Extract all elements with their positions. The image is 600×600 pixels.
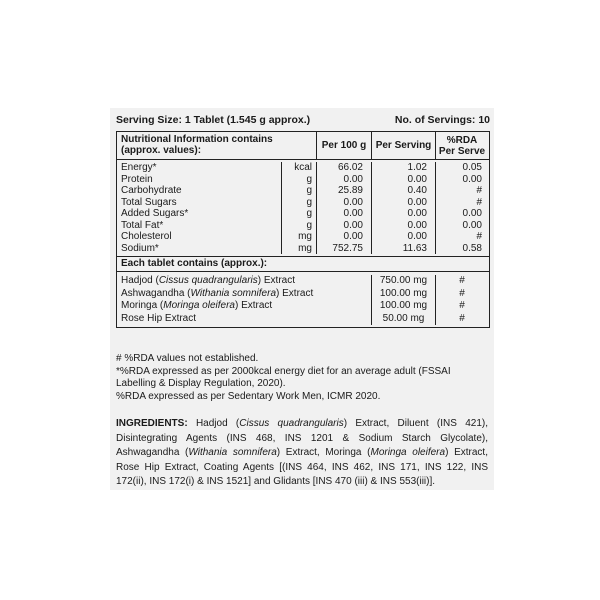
table-row [117, 313, 489, 326]
footnote: %RDA expressed as per Sedentary Work Men, ICMR 2020. [116, 390, 381, 402]
nutrient-per100: 0.00 [317, 197, 372, 209]
table-row [117, 197, 489, 209]
table-header [117, 132, 489, 160]
table-row [117, 300, 489, 313]
nutrient-name: Total Sugars [117, 197, 282, 209]
ingredients-text [116, 417, 488, 490]
extract-name-suffix: ) Extract [276, 287, 314, 299]
ingredients-part: Hadjod ( [187, 418, 240, 429]
nutrient-serving: 0.00 [372, 197, 436, 209]
extract-rda: # [459, 312, 465, 324]
nutrient-per100: 25.89 [317, 185, 372, 197]
extract-amount: 50.00 mg [372, 313, 436, 326]
nutrient-serving: 11.63 [372, 243, 436, 255]
nutrient-unit: g [282, 185, 317, 197]
header-info [117, 132, 317, 159]
nutrition-table [116, 131, 490, 328]
extract-name [117, 275, 372, 288]
footnote: *%RDA expressed as per 2000kcal energy diet for an average adult (FSSAI Labelling & Display Regulation, 2020). [116, 365, 451, 389]
extract-name [117, 288, 372, 301]
ingredients-part: ) Extract, Rose Hip Extract, Coating Agents [(INS 464, INS 462, INS 171, INS 122, INS 172(ii), INS 172(i) & INS 1521] and Glidants [INS 470 (iii) & INS 553(iii)]. [116, 447, 488, 487]
extract-name-text: Ashwagandha ( [121, 287, 191, 299]
nutrient-serving: 0.00 [372, 208, 436, 220]
nutrient-unit: g [282, 174, 317, 186]
extract-latin-name: Withania somnifera [190, 287, 277, 299]
extract-rda: # [459, 287, 465, 299]
footnote: # %RDA values not established. [116, 353, 259, 364]
extract-name [117, 313, 372, 326]
nutrient-per100: 0.00 [317, 174, 372, 186]
ingredients-latin: Moringa oleifera [370, 447, 446, 458]
nutrient-unit: kcal [282, 162, 317, 174]
extract-amount: 100.00 mg [372, 300, 436, 313]
ingredients-part: ) Extract, Diluent (INS 421), Disintegrating Agents (INS 468, INS 1201 & Sodium Starch Glycolate), Ashwagandha ( [116, 418, 488, 458]
extract-rda: # [459, 275, 465, 286]
table-row [117, 231, 489, 243]
header-per100: Per 100 g [317, 132, 372, 159]
extract-amount: 100.00 mg [372, 288, 436, 301]
nutrient-unit: mg [282, 231, 317, 243]
nutrient-unit: g [282, 208, 317, 220]
extract-amount: 750.00 mg [372, 275, 436, 288]
nutrient-serving: 0.00 [372, 220, 436, 232]
table-row [117, 220, 489, 232]
tablet-contents-heading: Each tablet contains (approx.): [117, 257, 489, 272]
nutrient-rda: # [476, 231, 482, 242]
nutrient-name: Carbohydrate [117, 185, 282, 197]
extract-name [117, 300, 372, 313]
nutrient-name: Energy* [117, 162, 282, 174]
ingredients-part: ) Extract, Moringa ( [276, 447, 371, 458]
ingredients-label: INGREDIENTS: [116, 418, 188, 429]
nutrient-name: Sodium* [117, 243, 282, 255]
extract-name-text: Hadjod ( [121, 275, 159, 286]
header-info-line1: Nutritional Information contains [121, 134, 273, 145]
nutrient-unit: g [282, 197, 317, 209]
extract-latin-name: Cissus quadrangularis [158, 275, 258, 286]
nutrient-rows [117, 160, 489, 257]
nutrient-serving: 0.00 [372, 231, 436, 243]
nutrient-unit: mg [282, 243, 317, 255]
header-info-line2: (approx. values): [121, 145, 202, 156]
nutrient-per100: 0.00 [317, 220, 372, 232]
serving-info [116, 114, 490, 126]
table-row [117, 288, 489, 301]
ingredients-latin: Withania somnifera [188, 447, 277, 458]
serving-size: Serving Size: 1 Tablet (1.545 g approx.) [116, 114, 311, 126]
nutrient-per100: 752.75 [317, 243, 372, 255]
header-rda-line1: %RDA [446, 134, 478, 146]
nutrient-per100: 0.00 [317, 208, 372, 220]
footnotes [116, 353, 486, 403]
header-rda [436, 132, 488, 159]
nutrient-rda: 0.05 [462, 162, 482, 173]
nutrient-serving: 0.00 [372, 174, 436, 186]
nutrient-rda: # [476, 185, 482, 196]
extract-rda: # [459, 300, 465, 311]
header-rda-line2: Per Serve [438, 145, 486, 157]
nutrient-rda: # [476, 196, 482, 208]
ingredients-latin: Cissus quadrangularis [239, 418, 344, 429]
nutrient-serving: 1.02 [372, 162, 436, 174]
table-row [117, 185, 489, 197]
servings-count: No. of Servings: 10 [394, 114, 490, 126]
extract-name-suffix: ) Extract [234, 300, 273, 311]
nutrient-name: Added Sugars* [117, 208, 282, 220]
nutrient-name: Cholesterol [117, 231, 282, 243]
nutrient-name: Total Fat* [117, 220, 282, 232]
table-row [117, 174, 489, 186]
table-row [117, 275, 489, 288]
extract-name-suffix: ) Extract [257, 275, 295, 286]
extract-latin-name: Moringa oleifera [163, 300, 235, 311]
nutrient-serving: 0.40 [372, 185, 436, 197]
extract-name-text: Moringa ( [121, 300, 164, 311]
nutrient-rda: 0.00 [462, 219, 482, 231]
extract-rows [117, 272, 489, 327]
nutrient-rda: 0.58 [462, 242, 482, 254]
extract-name-text: Rose Hip Extract [121, 312, 197, 324]
nutrient-per100: 66.02 [317, 162, 372, 174]
nutrient-unit: g [282, 220, 317, 232]
nutrient-rda: 0.00 [462, 173, 482, 185]
table-row [117, 243, 489, 255]
header-per-serving: Per Serving [372, 132, 436, 159]
nutrient-per100: 0.00 [317, 231, 372, 243]
table-row [117, 208, 489, 220]
nutrient-name: Protein [117, 174, 282, 186]
nutrient-rda: 0.00 [462, 208, 482, 219]
table-row [117, 162, 489, 174]
